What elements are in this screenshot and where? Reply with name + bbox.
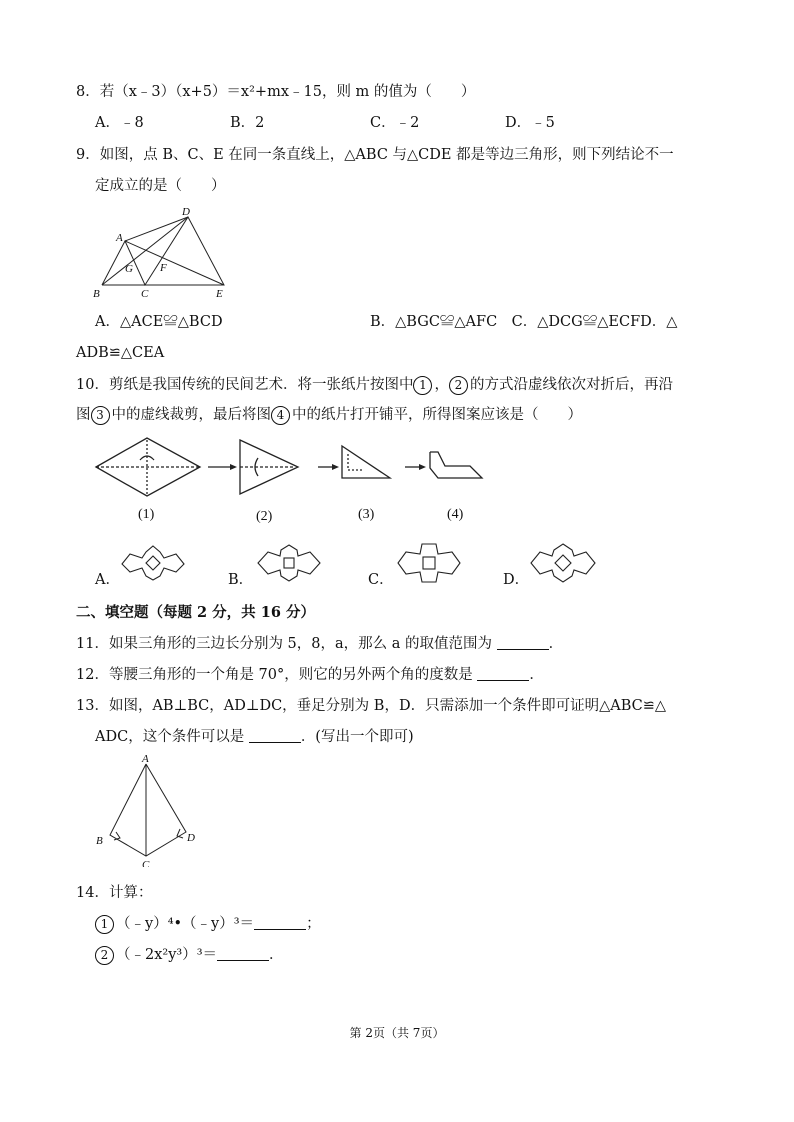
q10-option-a-label: A． xyxy=(95,572,120,588)
q13-label-d: D xyxy=(187,832,195,844)
q9-label-a: A xyxy=(116,232,123,244)
q14-item2-end: ． xyxy=(269,947,284,963)
q10-stem-part1: 10．剪纸是我国传统的民间艺术．将一张纸片按图中 xyxy=(76,377,414,393)
q13-stem-line1: 13．如图，AB⊥BC，AD⊥DC，垂足分别为 B，D．只需添加一个条件即可证明△ABC≌△ xyxy=(76,698,667,714)
q13-answer-blank[interactable] xyxy=(249,728,301,743)
q14-item1 xyxy=(95,914,321,934)
q14-item2-answer-blank[interactable] xyxy=(217,946,269,961)
q12 xyxy=(76,665,544,685)
q9-figure xyxy=(88,205,238,300)
q10-stem-part2a: 图 xyxy=(76,407,91,423)
q12-end: ． xyxy=(529,667,544,683)
q10-option-c-figure xyxy=(394,540,464,585)
q14-title: 14．计算： xyxy=(76,885,153,901)
q10-stem-part1c: 的方式沿虚线依次对折后，再沿 xyxy=(469,377,673,393)
q10-stem-part2c: 中的纸片打开铺平，所得图案应该是（ ） xyxy=(292,407,582,423)
q11 xyxy=(76,634,563,654)
q13-stem-part2a: ADC，这个条件可以是 xyxy=(95,729,245,745)
q10-option-d-label: D． xyxy=(503,572,530,588)
section-fill-in-blank-title: 二、填空题（每题 2 分，共 16 分） xyxy=(76,604,315,621)
q14-item2-expr: （﹣2x²y³）³＝ xyxy=(116,947,218,963)
q9-options-bcd: B．△BGC≌△AFC C．△DCG≌△ECFD．△ xyxy=(370,314,678,330)
q9-label-b: B xyxy=(93,288,100,300)
q10-option-c-label: C． xyxy=(368,572,394,588)
q12-answer-blank[interactable] xyxy=(477,666,529,681)
q10-stem-part1b: ， xyxy=(434,377,449,393)
q10-step-label-3: (3) xyxy=(358,507,375,522)
q14-item1-end: ； xyxy=(306,916,321,932)
q9-option-a: A．△ACE≌△BCD xyxy=(95,314,223,330)
q9-label-c: C xyxy=(141,288,149,300)
page-footer: 第 2页（共 7页） xyxy=(349,1026,445,1040)
q9-label-d: D xyxy=(182,206,190,218)
q10-circle-3: 3 xyxy=(91,406,110,425)
q11-answer-blank[interactable] xyxy=(497,635,549,650)
q10-option-b-figure xyxy=(254,540,324,585)
q10-stem-line2 xyxy=(76,405,582,425)
q13-stem-part2b: ．(写出一个即可) xyxy=(300,729,414,745)
q9-label-g: G xyxy=(125,263,133,275)
q13-label-a: A xyxy=(142,753,149,765)
q10-option-b-label: B． xyxy=(228,572,254,588)
q11-text: 11．如果三角形的三边长分别为 5，8，a，那么 a 的取值范围为 xyxy=(76,636,493,652)
q13-label-b: B xyxy=(96,835,103,847)
q10-step-label-2: (2) xyxy=(256,509,273,524)
q14-item1-expr: （﹣y）⁴•（﹣y）³＝ xyxy=(116,916,255,932)
q14-item1-answer-blank[interactable] xyxy=(254,915,306,930)
q9-stem-line1: 9．如图，点 B、C、E 在同一条直线上，△ABC 与△CDE 都是等边三角形，则下列结论不一 xyxy=(76,147,674,163)
q8-stem: 8．若（x﹣3）（x+5）＝x²+mx﹣15，则 m 的值为（ ） xyxy=(76,84,476,100)
q8-option-c: C．﹣2 xyxy=(370,115,420,131)
q14-circle-2: 2 xyxy=(95,946,114,965)
q10-option-d-figure xyxy=(528,540,598,585)
q13-figure xyxy=(88,752,208,867)
q10-circle-1: 1 xyxy=(413,376,432,395)
q8-option-a: A．﹣8 xyxy=(95,115,144,131)
q13-stem-line2 xyxy=(95,727,414,747)
q9-option-d-tail: ADB≌△CEA xyxy=(76,345,165,361)
q9-stem-line2: 定成立的是（ ） xyxy=(95,178,226,194)
q12-text: 12．等腰三角形的一个角是 70°，则它的另外两个角的度数是 xyxy=(76,667,473,683)
q10-step-label-4: (4) xyxy=(447,507,464,522)
q14-item2 xyxy=(95,945,284,965)
q13-label-c: C xyxy=(142,859,150,867)
q10-circle-4: 4 xyxy=(271,406,290,425)
q10-folding-steps-figure xyxy=(90,432,510,527)
q10-option-a-figure xyxy=(118,540,188,585)
q10-step-label-1: (1) xyxy=(138,507,155,522)
q9-label-f: F xyxy=(160,262,167,274)
q8-option-b: B．2 xyxy=(230,115,265,131)
q11-end: ． xyxy=(548,636,564,652)
q10-circle-2: 2 xyxy=(449,376,468,395)
q8-option-d: D．﹣5 xyxy=(505,115,555,131)
q14-circle-1: 1 xyxy=(95,915,114,934)
q10-stem-line1 xyxy=(76,375,673,395)
q9-label-e: E xyxy=(216,288,223,300)
q10-stem-part2b: 中的虚线裁剪，最后将图 xyxy=(111,407,271,423)
